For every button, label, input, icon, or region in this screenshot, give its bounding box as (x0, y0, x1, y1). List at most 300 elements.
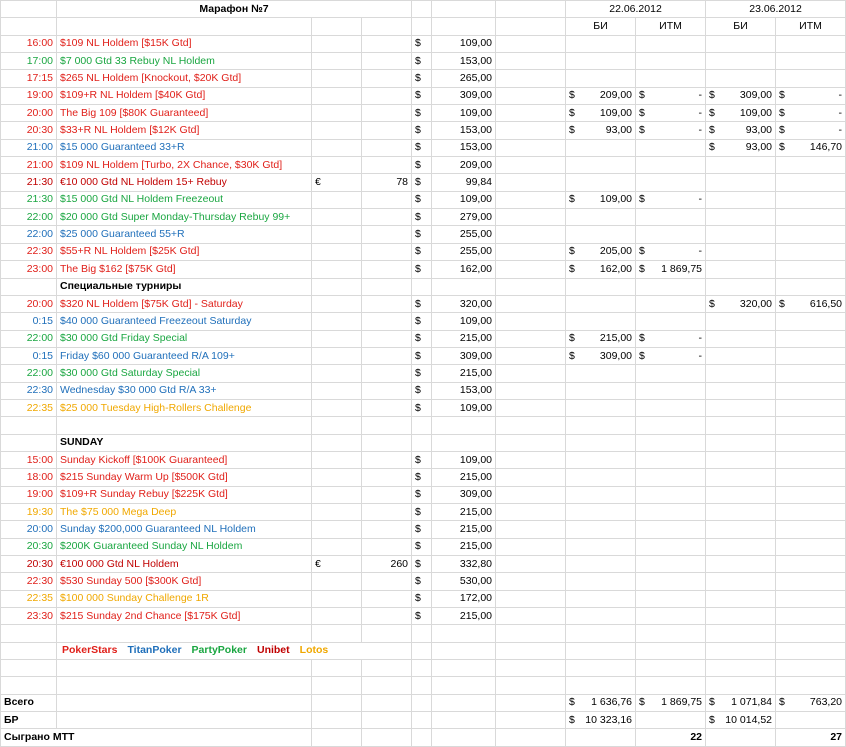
itm-day1 (636, 261, 706, 278)
tournament-time: 15:00 (1, 451, 57, 468)
legend-item: TitanPoker (127, 644, 182, 657)
blank-cell (776, 434, 846, 451)
buyin-price: 320,00 (432, 295, 496, 312)
currency-symbol: $ (779, 124, 785, 137)
blank-cell (432, 677, 496, 694)
blank-cell (312, 625, 362, 642)
euro-amount (362, 243, 412, 260)
tournament-name: $33+R NL Holdem [$12K Gtd] (57, 122, 312, 139)
blank-cell (1, 642, 57, 659)
bi-day1 (566, 139, 636, 156)
tournament-time: 22:35 (1, 399, 57, 416)
currency-symbol: $ (709, 141, 715, 154)
buyin-price: 215,00 (432, 365, 496, 382)
euro-symbol (312, 139, 362, 156)
tournament-time: 22:00 (1, 226, 57, 243)
tournament-name: $215 Sunday 2nd Chance [$175K Gtd] (57, 608, 312, 625)
buyin-price: 530,00 (432, 573, 496, 590)
bi-day1 (566, 87, 636, 104)
currency-symbol: $ (569, 696, 575, 709)
euro-symbol (312, 105, 362, 122)
blank-cell (706, 278, 776, 295)
blank-cell (412, 729, 432, 746)
tournament-name: $20 000 Gtd Super Monday-Thursday Rebuy 99+ (57, 209, 312, 226)
tournament-row (1, 399, 846, 416)
tournament-time: 20:30 (1, 556, 57, 573)
tournament-row (1, 382, 846, 399)
bi-day1 (566, 226, 636, 243)
tournament-name: $100 000 Sunday Challenge 1R (57, 590, 312, 607)
blank-cell (496, 157, 566, 174)
tournament-time: 23:00 (1, 261, 57, 278)
legend-item: PokerStars (62, 644, 118, 657)
currency-symbol: $ (639, 332, 645, 345)
tournament-row (1, 35, 846, 52)
blank-cell (706, 434, 776, 451)
bi-day1 (566, 556, 636, 573)
blank-cell (412, 417, 432, 434)
buyin-price: 209,00 (432, 157, 496, 174)
itm-day1 (636, 486, 706, 503)
amount: 109,00 (599, 193, 633, 206)
blank-cell (496, 556, 566, 573)
amount: 209,00 (599, 89, 633, 102)
currency-symbol: $ (639, 349, 645, 362)
currency-symbol: $ (639, 262, 645, 275)
blank-cell (312, 677, 362, 694)
tournament-name: $30 000 Gtd Saturday Special (57, 365, 312, 382)
tournament-name: $30 000 Gtd Friday Special (57, 330, 312, 347)
bi-day1 (566, 191, 636, 208)
blank-cell (776, 642, 846, 659)
tournament-time: 19:00 (1, 87, 57, 104)
blank-cell (776, 660, 846, 677)
amount: 162,00 (599, 262, 633, 275)
bi-day2 (706, 261, 776, 278)
itm-day2 (776, 608, 846, 625)
section-header-row (1, 434, 846, 451)
blank-cell (412, 712, 432, 729)
mtt-count-day2: 27 (776, 729, 846, 746)
blank-cell (1, 677, 57, 694)
itm-day2 (776, 243, 846, 260)
col-header-bi-day1: БИ (566, 18, 636, 35)
tournament-time: 17:15 (1, 70, 57, 87)
buyin-price: 109,00 (432, 313, 496, 330)
blank-cell (432, 694, 496, 711)
tournament-row (1, 70, 846, 87)
euro-amount (362, 191, 412, 208)
bi-day1 (566, 347, 636, 364)
blank-cell (432, 712, 496, 729)
euro-amount (362, 486, 412, 503)
currency-symbol: $ (569, 262, 575, 275)
blank-cell (496, 521, 566, 538)
amount: - (698, 245, 703, 258)
blank-cell (1, 434, 57, 451)
room-legend (57, 642, 412, 659)
bi-day1 (566, 608, 636, 625)
bi-day2 (706, 87, 776, 104)
blank-cell (496, 313, 566, 330)
currency-symbol: $ (569, 106, 575, 119)
itm-day2 (776, 313, 846, 330)
blank-cell (412, 677, 432, 694)
blank-cell (496, 729, 566, 746)
blank-cell (362, 434, 412, 451)
dollar-symbol: $ (412, 608, 432, 625)
blank-cell (312, 434, 362, 451)
euro-symbol (312, 365, 362, 382)
euro-symbol (312, 608, 362, 625)
amount: 205,00 (599, 245, 633, 258)
tournament-time: 22:30 (1, 573, 57, 590)
dollar-symbol: $ (412, 122, 432, 139)
blank-cell (432, 434, 496, 451)
itm-day2 (776, 209, 846, 226)
dollar-symbol: $ (412, 330, 432, 347)
tournament-name: $25 000 Guaranteed 55+R (57, 226, 312, 243)
tournament-row (1, 157, 846, 174)
tournament-time: 19:00 (1, 486, 57, 503)
euro-symbol (312, 35, 362, 52)
blank-cell (362, 417, 412, 434)
itm-day2 (776, 295, 846, 312)
euro-amount (362, 365, 412, 382)
blank-cell (496, 53, 566, 70)
tournament-name: $15 000 Gtd NL Holdem Freezeout (57, 191, 312, 208)
bi-day2 (706, 243, 776, 260)
amount: 93,00 (605, 124, 633, 137)
tournament-time: 21:30 (1, 174, 57, 191)
itm-day2 (776, 451, 846, 468)
amount: 93,00 (745, 141, 773, 154)
legend-row (1, 642, 846, 659)
tournament-time: 22:30 (1, 382, 57, 399)
amount: 10 323,16 (585, 713, 633, 726)
euro-amount: 260 (362, 556, 412, 573)
currency-symbol: $ (569, 124, 575, 137)
bi-day2 (706, 399, 776, 416)
tournament-row (1, 243, 846, 260)
dollar-symbol: $ (412, 590, 432, 607)
buyin-price: 215,00 (432, 503, 496, 520)
bi-day2 (706, 538, 776, 555)
total-bi-day1 (566, 694, 636, 711)
amount: 309,00 (599, 349, 633, 362)
empty-row (1, 677, 846, 694)
itm-day1 (636, 538, 706, 555)
tournament-row (1, 261, 846, 278)
col-header-itm-day2: ИТМ (776, 18, 846, 35)
tournament-name: $40 000 Guaranteed Freezeout Saturday (57, 313, 312, 330)
currency-symbol: $ (569, 89, 575, 102)
legend-item: Lotos (299, 644, 329, 657)
bi-day1 (566, 35, 636, 52)
blank-cell (566, 417, 636, 434)
dollar-symbol: $ (412, 313, 432, 330)
bankroll-label: БР (1, 712, 57, 729)
euro-amount (362, 87, 412, 104)
dollar-symbol: $ (412, 486, 432, 503)
itm-day2 (776, 35, 846, 52)
itm-day1 (636, 70, 706, 87)
bi-day2 (706, 209, 776, 226)
amount: - (698, 193, 703, 206)
euro-amount (362, 261, 412, 278)
blank-cell (312, 712, 362, 729)
blank-cell (496, 451, 566, 468)
bi-day1 (566, 70, 636, 87)
bi-day2 (706, 573, 776, 590)
euro-amount (362, 313, 412, 330)
euro-symbol (312, 382, 362, 399)
blank-cell (312, 417, 362, 434)
blank-cell (1, 625, 57, 642)
legend-item: Unibet (256, 644, 290, 657)
tournament-time: 22:00 (1, 209, 57, 226)
bi-day2 (706, 556, 776, 573)
blank-cell (412, 660, 432, 677)
blank-cell (566, 677, 636, 694)
section-header-row (1, 278, 846, 295)
total-itm-day2 (776, 694, 846, 711)
itm-day2 (776, 503, 846, 520)
tournament-time: 19:30 (1, 503, 57, 520)
currency-symbol: $ (709, 713, 715, 726)
buyin-price: 215,00 (432, 330, 496, 347)
tournament-row (1, 451, 846, 468)
tournament-name: $200K Guaranteed Sunday NL Holdem (57, 538, 312, 555)
bi-day2 (706, 365, 776, 382)
itm-day1 (636, 174, 706, 191)
blank-cell (496, 209, 566, 226)
dollar-symbol: $ (412, 70, 432, 87)
legend-item: PartyPoker (191, 644, 247, 657)
blank-cell (1, 278, 57, 295)
currency-symbol: $ (639, 245, 645, 258)
blank-cell (496, 417, 566, 434)
tournament-row (1, 122, 846, 139)
euro-symbol: € (312, 556, 362, 573)
amount: 309,00 (739, 89, 773, 102)
blank-cell (706, 660, 776, 677)
tournament-row (1, 313, 846, 330)
itm-day2 (776, 573, 846, 590)
bankroll-row (1, 712, 846, 729)
euro-amount (362, 538, 412, 555)
blank-cell (706, 417, 776, 434)
tournament-name: $320 NL Holdem [$75K Gtd] - Saturday (57, 295, 312, 312)
blank-cell (412, 642, 432, 659)
buyin-price: 153,00 (432, 382, 496, 399)
tournament-time: 20:00 (1, 295, 57, 312)
blank-cell (776, 677, 846, 694)
euro-symbol (312, 399, 362, 416)
itm-day2 (776, 347, 846, 364)
bi-day1 (566, 53, 636, 70)
blank-cell (566, 434, 636, 451)
amount: - (838, 124, 843, 137)
buyin-price: 153,00 (432, 122, 496, 139)
itm-day2 (776, 122, 846, 139)
itm-day1 (636, 330, 706, 347)
bi-day2 (706, 503, 776, 520)
dollar-symbol: $ (412, 191, 432, 208)
dollar-symbol: $ (412, 53, 432, 70)
bi-day2 (706, 382, 776, 399)
blank-cell (312, 694, 362, 711)
blank-cell (312, 278, 362, 295)
blank-cell (496, 677, 566, 694)
tournament-row (1, 503, 846, 520)
euro-symbol (312, 451, 362, 468)
blank-cell (706, 625, 776, 642)
euro-amount (362, 139, 412, 156)
blank-cell (57, 417, 312, 434)
blank-cell (496, 174, 566, 191)
itm-day1 (636, 503, 706, 520)
sheet-title: Марафон №7 (57, 1, 412, 18)
blank-cell (496, 469, 566, 486)
bi-day2 (706, 53, 776, 70)
tournament-name: The Big 109 [$80K Guaranteed] (57, 105, 312, 122)
euro-amount (362, 226, 412, 243)
tournament-time: 20:30 (1, 538, 57, 555)
blank-cell (496, 330, 566, 347)
amount: - (698, 106, 703, 119)
euro-symbol (312, 70, 362, 87)
bi-day2 (706, 469, 776, 486)
blank-cell (1, 417, 57, 434)
euro-symbol (312, 521, 362, 538)
currency-symbol: $ (639, 696, 645, 709)
dollar-symbol: $ (412, 521, 432, 538)
tournament-row (1, 590, 846, 607)
blank-cell (362, 694, 412, 711)
bi-day2 (706, 226, 776, 243)
euro-symbol (312, 157, 362, 174)
blank-cell (636, 434, 706, 451)
blank-cell (57, 677, 312, 694)
amount: 1 636,76 (591, 696, 633, 709)
tournament-name: The $75 000 Mega Deep (57, 503, 312, 520)
itm-day2 (776, 469, 846, 486)
blank-cell (706, 729, 776, 746)
itm-day1 (636, 243, 706, 260)
bi-day2 (706, 486, 776, 503)
tournament-time: 16:00 (1, 35, 57, 52)
blank-cell (496, 70, 566, 87)
dollar-symbol: $ (412, 365, 432, 382)
blank-cell (496, 278, 566, 295)
itm-day1 (636, 556, 706, 573)
buyin-price: 215,00 (432, 469, 496, 486)
dollar-symbol: $ (412, 87, 432, 104)
blank-cell (496, 347, 566, 364)
buyin-price: 109,00 (432, 35, 496, 52)
itm-day2 (776, 53, 846, 70)
empty-row (1, 660, 846, 677)
tournament-row (1, 521, 846, 538)
itm-day2 (776, 105, 846, 122)
itm-day2 (776, 521, 846, 538)
blank-cell (57, 660, 312, 677)
blank-cell (636, 625, 706, 642)
blank-cell (496, 625, 566, 642)
buyin-price: 255,00 (432, 226, 496, 243)
blank-cell (496, 382, 566, 399)
tournament-time: 22:00 (1, 330, 57, 347)
euro-symbol (312, 261, 362, 278)
buyin-price: 109,00 (432, 399, 496, 416)
blank-cell (496, 660, 566, 677)
blank-cell (432, 642, 496, 659)
itm-day2 (776, 365, 846, 382)
currency-symbol: $ (779, 106, 785, 119)
blank-cell (362, 660, 412, 677)
tournament-time: 20:00 (1, 105, 57, 122)
euro-symbol (312, 469, 362, 486)
header-row-cols (1, 18, 846, 35)
amount: - (698, 89, 703, 102)
buyin-price: 332,80 (432, 556, 496, 573)
itm-day1 (636, 87, 706, 104)
bi-day1 (566, 451, 636, 468)
buyin-price: 309,00 (432, 486, 496, 503)
euro-amount (362, 122, 412, 139)
buyin-price: 153,00 (432, 53, 496, 70)
amount: 763,20 (809, 696, 843, 709)
total-bi-day2 (706, 694, 776, 711)
buyin-price: 215,00 (432, 538, 496, 555)
blank-cell (412, 278, 432, 295)
amount: - (838, 106, 843, 119)
dollar-symbol: $ (412, 295, 432, 312)
itm-day2 (776, 139, 846, 156)
euro-symbol (312, 538, 362, 555)
euro-symbol (312, 122, 362, 139)
blank-cell (776, 625, 846, 642)
tournament-time: 0:15 (1, 313, 57, 330)
bi-day1 (566, 573, 636, 590)
bi-day2 (706, 70, 776, 87)
bi-day1 (566, 105, 636, 122)
tournament-name: Wednesday $30 000 Gtd R/A 33+ (57, 382, 312, 399)
bi-day2 (706, 35, 776, 52)
bi-day1 (566, 486, 636, 503)
tournament-row (1, 105, 846, 122)
blank-cell (496, 434, 566, 451)
euro-amount (362, 573, 412, 590)
blank-cell (496, 608, 566, 625)
euro-amount (362, 347, 412, 364)
bi-day1 (566, 521, 636, 538)
euro-symbol (312, 87, 362, 104)
blank-cell (362, 712, 412, 729)
buyin-price: 215,00 (432, 608, 496, 625)
blank-cell (496, 712, 566, 729)
tournament-name: $530 Sunday 500 [$300K Gtd] (57, 573, 312, 590)
bi-day2 (706, 157, 776, 174)
tournament-row (1, 486, 846, 503)
currency-symbol: $ (639, 89, 645, 102)
blank-cell (496, 642, 566, 659)
itm-day1 (636, 35, 706, 52)
date-day2: 23.06.2012 (706, 1, 846, 18)
currency-symbol: $ (709, 124, 715, 137)
col-header-bi-day2: БИ (706, 18, 776, 35)
